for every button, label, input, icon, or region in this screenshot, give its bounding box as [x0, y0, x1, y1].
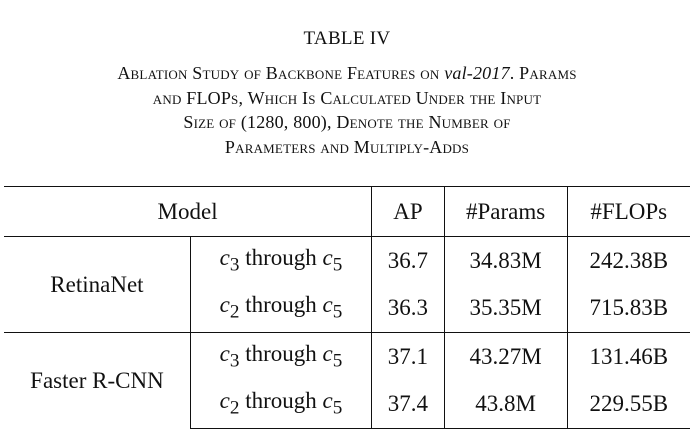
- caption-text: [0, 61, 694, 159]
- backbone-features: $c_2$ through $c_5$: [190, 285, 371, 333]
- caption-line-1: [0, 61, 694, 86]
- group-faster-rcnn: [4, 333, 690, 429]
- backbone-features: $c_3$ through $c_5$: [190, 237, 371, 285]
- model-name: Faster R-CNN: [4, 333, 190, 429]
- table-header-row: [4, 187, 690, 237]
- flops-value: 229.55B: [567, 381, 690, 429]
- flops-value: 242.38B: [589, 247, 669, 273]
- params-value: 43.8M: [444, 381, 567, 429]
- model-name: RetinaNet: [4, 237, 190, 333]
- caption-line-1-suffix: . Params: [509, 63, 577, 83]
- caption-line-2: and FLOPs, Which Is Calculated Under the Input: [152, 87, 542, 108]
- flops-value: 715.83B: [567, 285, 690, 333]
- ablation-table: [4, 186, 690, 429]
- caption-dataset-name: val-2017: [444, 63, 510, 83]
- backbone-features: $c_2$ through $c_5$: [190, 381, 371, 429]
- header-model: Model: [4, 187, 372, 237]
- caption-line-1-prefix: Ablation Study of Backbone Features on: [117, 63, 445, 83]
- params-value: 35.35M: [444, 285, 567, 333]
- ap-value: 37.4: [372, 381, 445, 429]
- params-value: 34.83M: [444, 237, 567, 285]
- ap-value: 37.1: [372, 333, 445, 381]
- backbone-features: $c_3$ through $c_5$: [190, 333, 371, 381]
- caption-line-4: Parameters and Multiply-Adds: [224, 136, 470, 157]
- flops-value: 131.46B: [567, 333, 690, 381]
- params-value: 43.27M: [444, 333, 567, 381]
- header-flops: #FLOPs: [567, 187, 690, 237]
- group-retinanet: [4, 237, 690, 333]
- header-params: #Params: [444, 187, 567, 237]
- header-ap: AP: [372, 187, 445, 237]
- table-row: [4, 237, 690, 285]
- ap-value: 36.7: [372, 237, 445, 285]
- table-number: TABLE IV: [303, 28, 391, 49]
- caption-line-3: Size of (1280, 800), Denote the Number of: [183, 112, 511, 132]
- table-row: [4, 333, 690, 381]
- ap-value: 36.3: [372, 285, 445, 333]
- table-caption: [0, 27, 694, 159]
